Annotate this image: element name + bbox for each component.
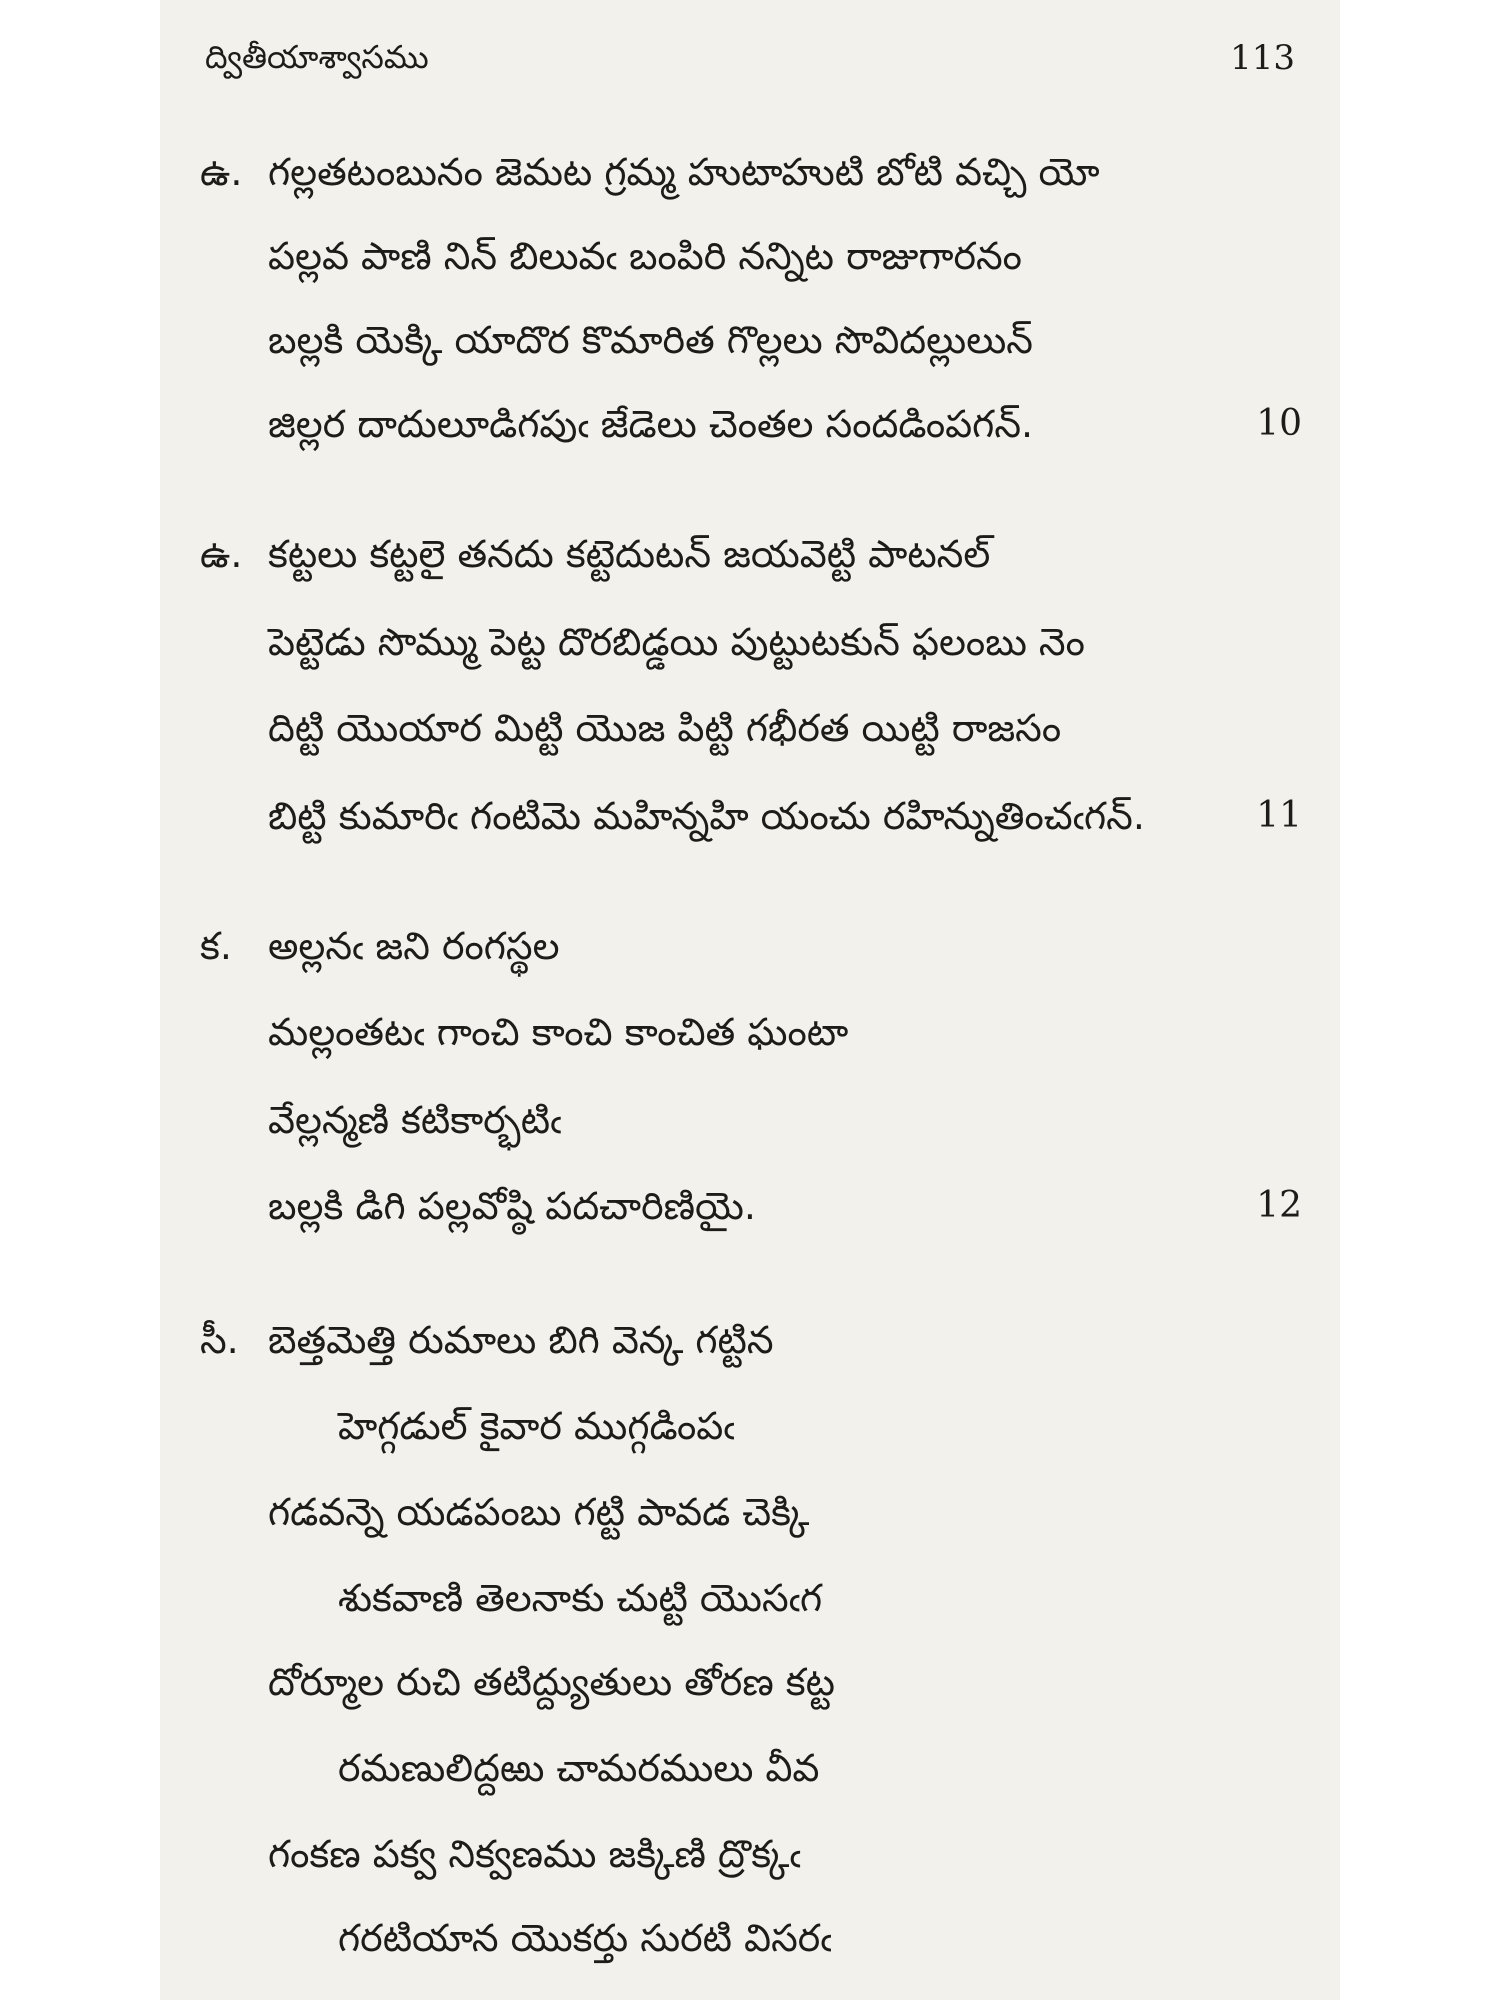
- verse-line: [160, 1482, 1340, 1542]
- verse-line: [160, 1002, 1340, 1062]
- meter-label: సీ.: [200, 1318, 239, 1362]
- verse-text: గంకణ పక్వ నిక్వణము జక్కిణి ద్రొక్కఁ: [268, 1832, 801, 1876]
- verse-text: శుకవాణి తెలనాకు చుట్టి యొసఁగ: [338, 1576, 823, 1620]
- meter-label: క.: [200, 924, 232, 968]
- verse-text: బెత్తమెత్తి రుమాలు బిగి వెన్క గట్టిన: [268, 1318, 774, 1362]
- verse-line: [160, 1652, 1340, 1712]
- verse-text: దిట్టి యొయార మిట్టి యొజ పిట్టి గభీరత యిట్టి రాజసం: [268, 706, 1062, 750]
- verse-line: [160, 142, 1340, 202]
- verse-text: అల్లనఁ జని రంగస్థల: [268, 924, 560, 968]
- verse-line: [160, 394, 1340, 454]
- meter-label: ఉ.: [200, 532, 243, 576]
- verse-text: కట్టలు కట్టలై తనదు కట్టెదుటన్ జయవెట్టి పాటనల్: [268, 532, 991, 576]
- verse-text: జిల్లర దాదులూడిగపుఁ జేడెలు చెంతల సందడింపగన్.: [268, 402, 1034, 446]
- verse-line: [160, 226, 1340, 286]
- verse-text: బల్లకి యెక్కి యాదొర కొమారిత గొల్లలు సొవిదల్లులున్: [268, 318, 1033, 362]
- verse-line: [160, 524, 1340, 584]
- verse-line: [160, 1738, 1340, 1798]
- verse-line: [160, 1396, 1340, 1456]
- chapter-title: ద్వితీయాశ్వాసము: [205, 38, 429, 76]
- verse-number: 11: [1256, 795, 1302, 836]
- verse-text: గల్లతటంబునం జెమట గ్రమ్మ హుటాహుటి బోటి వచ్చి యో: [268, 150, 1100, 194]
- meter-label: ఉ.: [200, 150, 243, 194]
- verse-line: [160, 1176, 1340, 1236]
- verse-line: [160, 698, 1340, 758]
- verse-line: [160, 786, 1340, 846]
- verse-number: 12: [1256, 1185, 1302, 1226]
- verse-text: బల్లకి డిగి పల్లవోష్ఠి పదచారిణియై.: [268, 1184, 756, 1228]
- verse-line: [160, 1908, 1340, 1968]
- verse-text: మల్లంతటఁ గాంచి కాంచి కాంచిత ఘంటా: [268, 1010, 849, 1054]
- verse-text: రమణులిద్దఱు చామరములు వీవ: [338, 1746, 820, 1790]
- verse-line: [160, 1824, 1340, 1884]
- verse-text: హెగ్గడుల్ కైవార ముగ్గడింపఁ: [338, 1404, 735, 1448]
- verse-text: గడవన్నె యడపంబు గట్టి పావడ చెక్కి: [268, 1490, 810, 1534]
- verse-text: పల్లవ పాణి నిన్ బిలువఁ బంపిరి నన్నిట రాజుగారనం: [268, 234, 1022, 278]
- verse-line: [160, 612, 1340, 672]
- verse-text: పెట్టెడు సొమ్ము పెట్ట దొరబిడ్డయి పుట్టుటకున్ ఫలంబు నెం: [268, 620, 1085, 664]
- verse-line: [160, 1568, 1340, 1628]
- verse-line: [160, 1090, 1340, 1150]
- verse-text: వేల్లన్మణి కటికార్భటిఁ: [268, 1098, 562, 1142]
- page-number: 113: [1230, 38, 1295, 78]
- running-header: [205, 32, 1295, 82]
- verse-line: [160, 310, 1340, 370]
- book-page: [160, 0, 1340, 2000]
- verse-line: [160, 1310, 1340, 1370]
- verse-text: దోర్మూల రుచి తటిద్ద్యుతులు తోరణ కట్ట: [268, 1660, 835, 1704]
- verse-text: గరటియాన యొకర్తు సురటి విసరఁ: [338, 1916, 832, 1960]
- verse-text: బిట్టి కుమారిఁ గంటిమె మహిన్నహి యంచు రహిన్నుతించఁగన్.: [268, 794, 1145, 838]
- verse-line: [160, 916, 1340, 976]
- verse-number: 10: [1256, 403, 1302, 444]
